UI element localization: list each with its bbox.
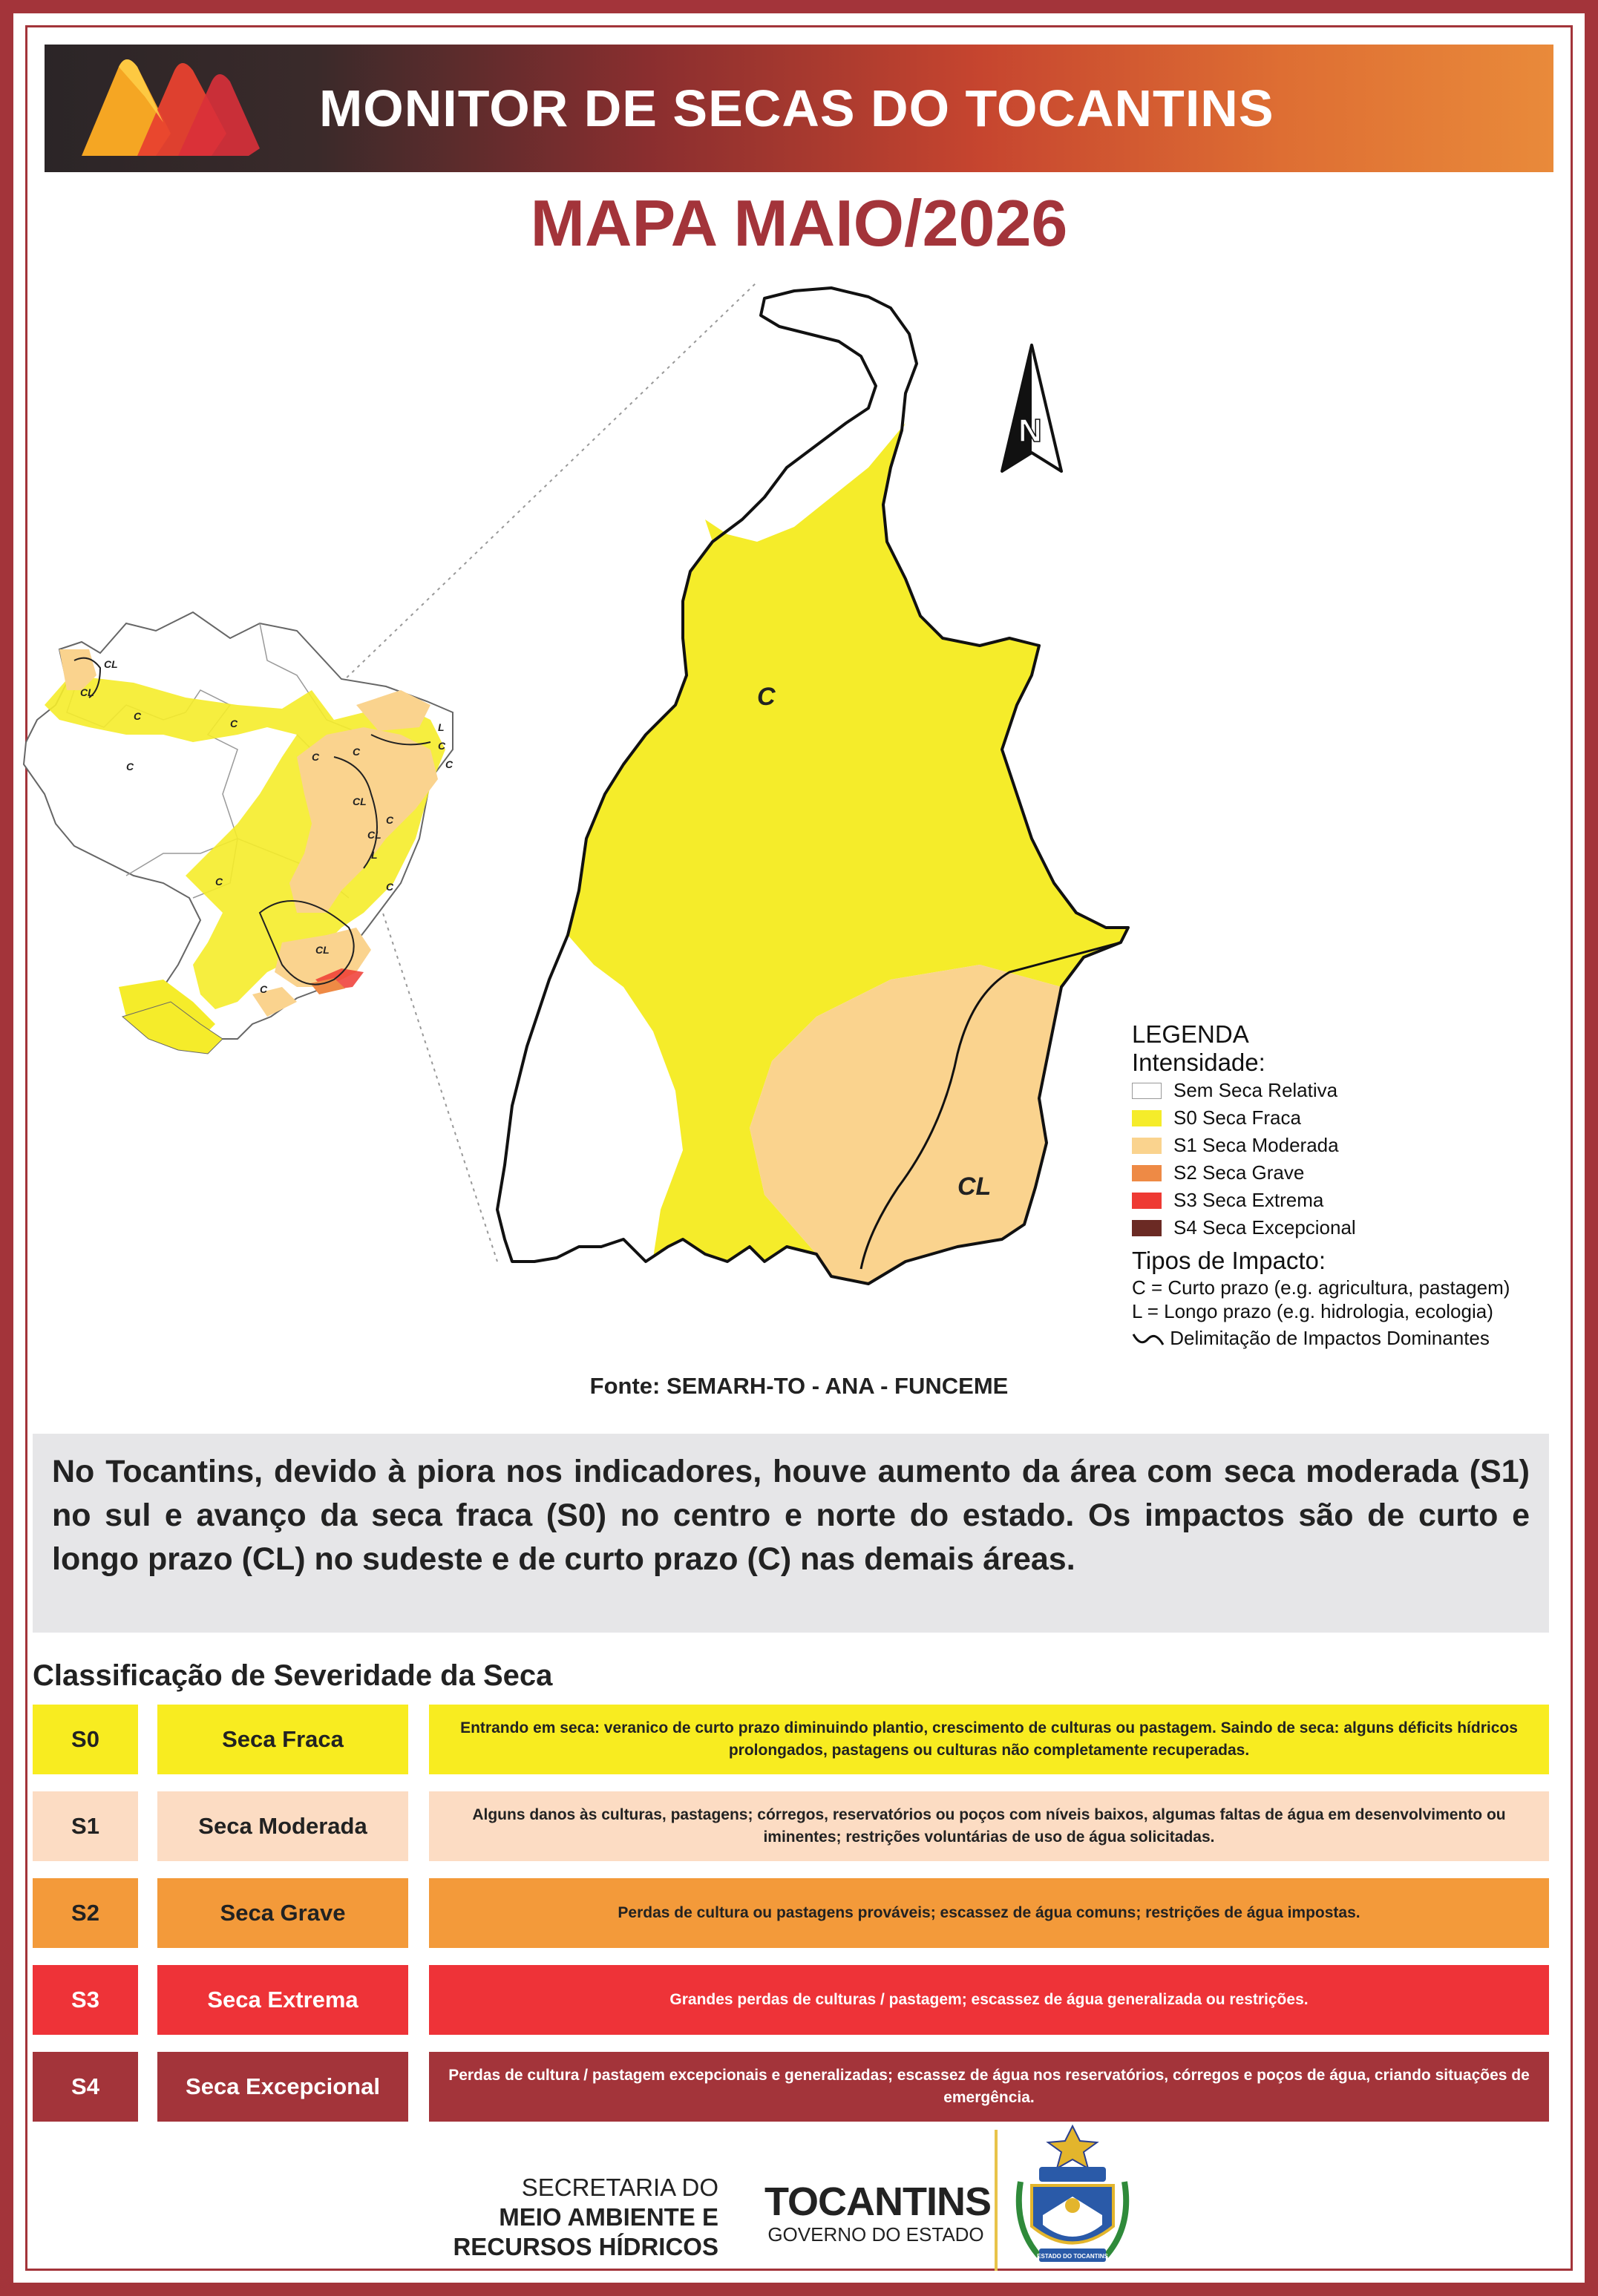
brazil-inset-map [24,612,453,1054]
drought-description: No Tocantins, devido à piora nos indicadores, houve aumento da área com seca moderada (S1) no sul e avanço da seca fraca (S0) no centro e norte do estado. Os impactos são de curto e longo prazo (CL) no sudeste e de curto prazo (C) nas demais áreas. [33,1434,1549,1633]
secretaria-line-3: RECURSOS HÍDRICOS [453,2233,718,2260]
map-legend [1132,1020,1548,1350]
legend-impact-label: Tipos de Impacto: [1132,1247,1326,1274]
brazil-label-13: CL [367,829,382,841]
brazil-label-5: C [126,761,134,773]
legend-item-label: S1 Seca Moderada [1173,1134,1339,1156]
secretaria-line-1: SECRETARIA DO [521,2174,718,2201]
legend-item-label: S4 Seca Excepcional [1173,1216,1356,1239]
map-source: Fonte: SEMARH-TO - ANA - FUNCEME [589,1373,1009,1399]
severity-code: S0 [33,1705,138,1774]
severity-row-s2 [33,1878,1549,1948]
severity-row-s1 [33,1791,1549,1861]
brazil-label-16: CL [315,944,330,956]
brazil-label-18: C [260,983,268,995]
brazil-label-12: C [386,814,394,826]
severity-name: Seca Fraca [157,1705,408,1774]
brazil-label-17: C [386,881,394,893]
governo-logo-text [764,2179,992,2246]
classification-title: Classificação de Severidade da Seca [33,1659,553,1692]
legend-item-label: S2 Seca Grave [1173,1161,1305,1184]
legend-swatch [1132,1220,1162,1236]
legend-delimitation [1132,1326,1548,1350]
footer-divider [995,2130,998,2271]
legend-item-label: S3 Seca Extrema [1173,1189,1324,1211]
brazil-label-8: L [438,721,445,733]
severity-name: Seca Moderada [157,1791,408,1861]
legend-item-s2 [1132,1159,1548,1187]
legend-swatch [1132,1193,1162,1209]
brazil-label-1: CL [104,658,118,670]
secretaria-line-2: MEIO AMBIENTE E [499,2203,718,2231]
brazil-label-11: CL [353,796,367,807]
brazil-label-15: C [215,876,223,888]
map-title: MAPA MAIO/2026 [530,186,1068,260]
brazil-label-7: C [353,746,361,758]
secretaria-logo-text [445,2173,718,2262]
severity-description: Alguns danos às culturas, pastagens; córregos, reservatórios ou poços com níveis baixos, algumas faltas de água em desenvolvimento ou iminentes; restrições voluntárias de uso de água solicitadas. [429,1791,1549,1861]
north-label: N [1018,413,1042,449]
legend-item-label: S0 Seca Fraca [1173,1106,1301,1129]
legend-swatch [1132,1138,1162,1154]
severity-row-s3 [33,1965,1549,2035]
brazil-label-6: C [312,751,320,763]
legend-swatch [1132,1165,1162,1181]
legend-item-s3 [1132,1187,1548,1214]
severity-code: S4 [33,2052,138,2122]
brazil-label-14: L [371,849,378,861]
state-seal-icon [1009,2122,1136,2271]
seal-text: ESTADO DO TOCANTINS [1037,2253,1108,2260]
header-banner [45,45,1553,172]
legend-impact-c: C = Curto prazo (e.g. agricultura, pastagem) [1132,1276,1510,1299]
header-title: MONITOR DE SECAS DO TOCANTINS [319,79,1274,137]
state-label-cl: CL [957,1172,992,1201]
north-arrow-icon [1002,345,1061,471]
gov-name: TOCANTINS [764,2179,992,2224]
brazil-label-3: C [134,710,142,722]
legend-item-sem-seca [1132,1077,1548,1104]
legend-impact-l: L = Longo prazo (e.g. hidrologia, ecologia) [1132,1300,1493,1322]
severity-code: S1 [33,1791,138,1861]
legend-intensity-label: Intensidade: [1132,1049,1265,1076]
state-label-c: C [757,683,776,711]
brazil-label-4: C [230,718,238,729]
legend-swatch [1132,1083,1162,1099]
brazil-label-10: C [445,758,453,770]
brazil-label-9: C [438,740,446,752]
severity-code: S3 [33,1965,138,2035]
gov-sub: GOVERNO DO ESTADO [767,2223,984,2246]
legend-title: LEGENDA [1132,1020,1249,1048]
wave-line-icon [1132,1331,1165,1348]
legend-item-s0 [1132,1104,1548,1132]
footer [0,2122,1598,2271]
legend-delimitation-label: Delimitação de Impactos Dominantes [1170,1327,1490,1349]
severity-code: S2 [33,1878,138,1948]
severity-name: Seca Excepcional [157,2052,408,2122]
severity-description: Grandes perdas de culturas / pastagem; escassez de água generalizada ou restrições. [429,1965,1549,2035]
severity-description: Perdas de cultura / pastagem excepcionais e generalizadas; escassez de água nos reservatórios, córregos e poços de água, criando situações de emergência. [429,2052,1549,2122]
severity-description: Perdas de cultura ou pastagens prováveis; escassez de água comuns; restrições de água impostas. [429,1878,1549,1948]
severity-row-s0 [33,1705,1549,1774]
severity-name: Seca Extrema [157,1965,408,2035]
legend-item-s4 [1132,1214,1548,1242]
severity-row-s4 [33,2052,1549,2122]
legend-swatch [1132,1110,1162,1126]
severity-name: Seca Grave [157,1878,408,1948]
severity-description: Entrando em seca: veranico de curto prazo diminuindo plantio, crescimento de culturas ou pastagem. Saindo de seca: alguns déficits hídricos prolongados, pastagens ou culturas não completamente recuperadas. [429,1705,1549,1774]
monitor-logo [74,52,267,165]
brazil-label-2: CL [80,686,94,698]
legend-item-s1 [1132,1132,1548,1159]
legend-item-label: Sem Seca Relativa [1173,1079,1338,1101]
